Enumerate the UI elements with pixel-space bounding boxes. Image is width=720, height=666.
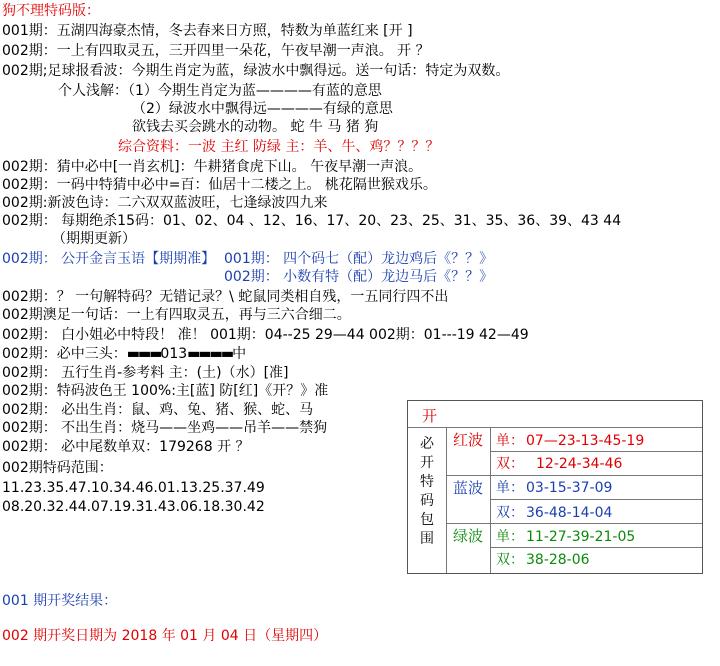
red-single-label: 单： xyxy=(496,433,524,449)
bars-icon: ▬▬▬ xyxy=(126,346,161,362)
line-range-1: 11.23.35.47.10.34.46.01.13.25.37.49 xyxy=(2,480,265,496)
bars-icon: ▬▬▬▬ xyxy=(187,346,233,362)
blue-double-values: 36-48-14-04 xyxy=(526,505,613,521)
line-four-codes: 001期： 四个码七（配）龙边鸡后《？？》 xyxy=(224,251,494,267)
blue-double-label: 双： xyxy=(496,505,524,521)
line-football-report: 002期;足球报看波：今期生肖定为蓝，绿波水中飘得远。送一句话：特定为双数。 xyxy=(2,63,510,79)
blue-single-values: 03-15-37-09 xyxy=(526,480,613,496)
line-001-poem: 001期：五湖四海豪杰情，冬去春来日方照，特数为单蓝红来 [开 ] xyxy=(2,23,413,39)
three-heads-label: 002期：必中三头： xyxy=(2,346,127,362)
line-explain-1: 个人浅解：（1）今期生肖定为蓝————有蓝的意思 xyxy=(58,83,382,99)
blue-wave-label: 蓝波 xyxy=(452,479,483,497)
line-wave-poem: 002期:新波色诗：二六双双蓝波旺，七逢绿波四九来 xyxy=(2,195,328,211)
blue-single-label: 单： xyxy=(496,480,524,496)
green-wave-label: 绿波 xyxy=(452,527,483,545)
special-code-box xyxy=(407,400,703,574)
red-wave-label: 红波 xyxy=(452,431,483,449)
three-heads-suffix: 中 xyxy=(232,346,247,362)
line-riddle: 002期：？ 一句解特码？无错记录？\ 蛇鼠同类相自残，一五同行四不出 xyxy=(2,289,449,305)
line-macau-football: 002期澳足一句话：一上有四取灵五，再与三六合细二。 xyxy=(2,307,351,323)
line-no-zodiac: 002期： 不出生肖：烧马——坐鸡——吊羊——禁狗 xyxy=(2,420,328,436)
three-heads-code: 013 xyxy=(160,346,188,362)
line-golden-words: 002期： 公开金言玉语【期期准】 xyxy=(2,251,216,267)
line-must-zodiac: 002期： 必出生肖：鼠、鸡、兔、猪、猴、蛇、马 xyxy=(2,402,314,418)
line-explain-3: 欲钱去买会跳水的动物。 蛇 牛 马 猪 狗 xyxy=(132,119,379,135)
box-side-label: 必开特码包围 xyxy=(420,436,434,547)
line-draw-date: 002 期开奖日期为 2018 年 01 月 04 日（星期四） xyxy=(2,628,328,644)
line-zodiac-hint: 002期：猜中必中[一肖玄机]：牛耕猪食虎下山。 午夜早潮一声浪。 xyxy=(2,159,423,175)
red-double-label: 双： xyxy=(496,456,524,472)
green-single-label: 单： xyxy=(496,529,524,545)
line-002-poem: 002期：一上有四取灵五，三开四里一朵花，午夜早潮一声浪。 开 ？ xyxy=(2,43,430,59)
line-range-2: 08.20.32.44.07.19.31.43.06.18.30.42 xyxy=(2,499,265,515)
line-explain-2: （2）绿波水中飘得远————有绿的意思 xyxy=(132,101,393,117)
line-white-lady: 002期： 白小姐必中特段！ 准！ 001期：04--25 29—44 002期：01---19 42—49 xyxy=(2,327,529,343)
line-five-elements: 002期： 五行生肖-参考料 主：(土)（水）[准] xyxy=(2,365,289,381)
red-single-values: 07—23-13-45-19 xyxy=(526,433,645,449)
green-single-values: 11-27-39-21-05 xyxy=(526,529,636,545)
box-header: 开 xyxy=(422,407,438,425)
line-tail-numbers: 002期： 必中尾数单双：179268 开 ？ xyxy=(2,439,250,455)
line-small-number: 002期： 小数有特（配）龙边马后《？？》 xyxy=(224,269,494,285)
red-double-values: 12-24-34-46 xyxy=(536,456,623,472)
line-summary: 综合资料：一波 主红 防绿 主：羊、牛、鸡？？？？ xyxy=(118,139,440,155)
page-title: 狗不理特码版： xyxy=(2,3,100,19)
line-kill-15: 002期： 每期绝杀15码：01、02、04 、12、16、17、20、23、25、31、35、36、39、43 44 xyxy=(2,213,622,229)
line-result-001: 001 期开奖结果： xyxy=(2,593,118,609)
line-wave-king: 002期：特码波色王 100%:主[蓝] 防[红]《开？》准 xyxy=(2,383,329,399)
green-double-label: 双： xyxy=(496,552,524,568)
line-one-code: 002期：一码中特猜中必中=百：仙居十二楼之上。 桃花隔世猴戏乐。 xyxy=(2,177,437,193)
line-updated: （期期更新） xyxy=(52,231,136,247)
green-double-values: 38-28-06 xyxy=(526,552,590,568)
line-range-title: 002期特码范围： xyxy=(2,460,113,476)
line-three-heads xyxy=(2,345,246,363)
